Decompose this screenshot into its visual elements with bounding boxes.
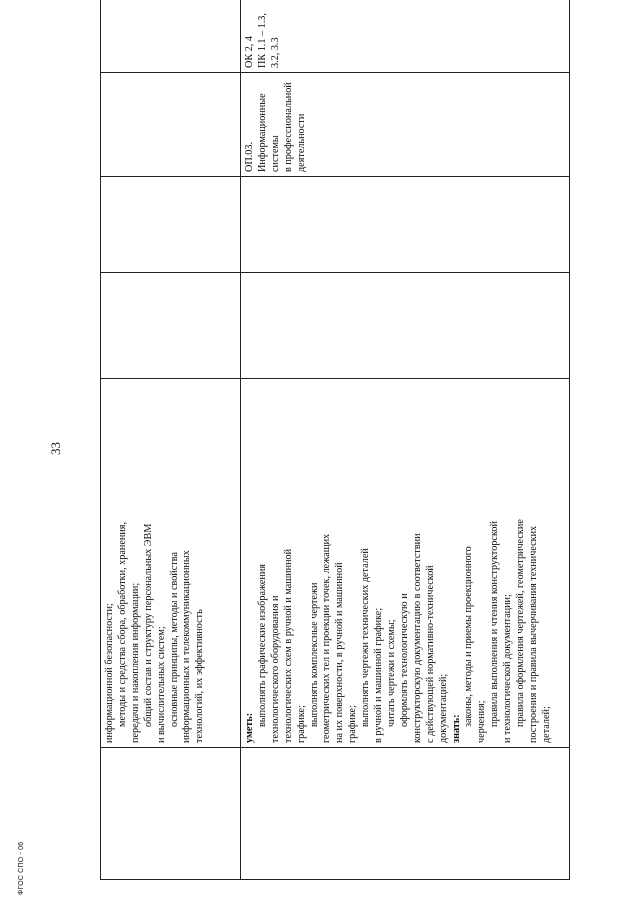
cell-competencies bbox=[241, 0, 570, 73]
page-footer: ФГОС СПО - 06 bbox=[18, 841, 25, 895]
cell-hours-max bbox=[101, 273, 241, 379]
text-line: в ручной и машинной графике; bbox=[373, 607, 385, 743]
text-line: общий состав и структуру персональных ЭВМ bbox=[142, 523, 154, 727]
discipline-code: ОП.03. bbox=[244, 142, 255, 172]
discipline-name-line: деятельности bbox=[295, 113, 307, 172]
skills-heading: уметь: bbox=[244, 712, 255, 743]
cell-hours-max bbox=[241, 273, 570, 379]
cell-hours-class bbox=[101, 177, 241, 273]
text-line: технологического оборудования и bbox=[269, 595, 281, 743]
cell-hours-class bbox=[241, 177, 570, 273]
text-line: передачи и накопления информации; bbox=[129, 582, 141, 743]
competency-line: ПК 1.1 – 1.3, bbox=[256, 13, 268, 68]
text-line: выполнять комплексные чертежи bbox=[308, 582, 320, 727]
cell-discipline bbox=[241, 73, 570, 177]
text-line: технологий, их эффективность bbox=[194, 609, 206, 743]
text-line: выполнять графические изображения bbox=[256, 564, 268, 727]
text-line: выполнять чертежи технических деталей bbox=[360, 548, 372, 727]
text-line: на их поверхности, в ручной и машинной bbox=[334, 562, 346, 743]
text-line: и вычислительных систем; bbox=[155, 626, 167, 743]
text-line: правила выполнения и чтения конструкторской bbox=[489, 521, 501, 727]
cell-discipline-top bbox=[101, 73, 241, 177]
cell-index bbox=[101, 748, 241, 880]
text-line: черчения; bbox=[476, 700, 488, 743]
text-line: деталей; bbox=[540, 706, 552, 743]
text-line: читать чертежи и схемы; bbox=[385, 619, 397, 727]
text-line: технологических схем в ручной и машинной bbox=[282, 548, 294, 743]
cell-index bbox=[241, 748, 570, 880]
text-line: геометрических тел и проекции точек, лежащих bbox=[321, 533, 333, 743]
text-line: построения и правила вычерчивания технических bbox=[527, 525, 539, 743]
text-line: правила оформления чертежей, геометрические bbox=[515, 519, 527, 727]
page-number: 33 bbox=[48, 442, 63, 455]
cell-content-skills bbox=[241, 379, 570, 748]
competency-line: ОК 2, 4 bbox=[244, 36, 255, 68]
text-line: графике; bbox=[295, 705, 307, 743]
text-line: оформлять технологическую и bbox=[398, 593, 410, 727]
discipline-name-line: в профессиональной bbox=[282, 82, 294, 172]
cell-content-top bbox=[101, 379, 241, 748]
text-line: основные принципы, методы и свойства bbox=[168, 552, 180, 727]
text-line: документацией; bbox=[437, 673, 449, 743]
text-line: и технологической документации; bbox=[502, 594, 514, 743]
table-row bbox=[101, 0, 241, 880]
text-line: с действующей нормативно-технической bbox=[424, 565, 436, 743]
text-line: конструкторскую документацию в соответствии bbox=[411, 533, 423, 743]
text-line: методы и средства сбора, обработки, хранения, bbox=[116, 522, 128, 727]
text-line: информационных и телекоммуникационных bbox=[181, 550, 193, 743]
text-line: графике; bbox=[347, 705, 359, 743]
curriculum-table bbox=[100, 0, 570, 880]
text-line: информационной безопасности; bbox=[104, 603, 115, 743]
knowledge-heading: знать: bbox=[450, 714, 462, 743]
table-row bbox=[241, 0, 570, 880]
cell-competencies-top bbox=[101, 0, 241, 73]
text-line: законы, методы и приемы проекционного bbox=[463, 546, 475, 727]
discipline-name-line: системы bbox=[269, 135, 281, 172]
discipline-name-line: Информационные bbox=[256, 93, 268, 172]
competency-line: 3.2, 3.3 bbox=[269, 37, 281, 68]
